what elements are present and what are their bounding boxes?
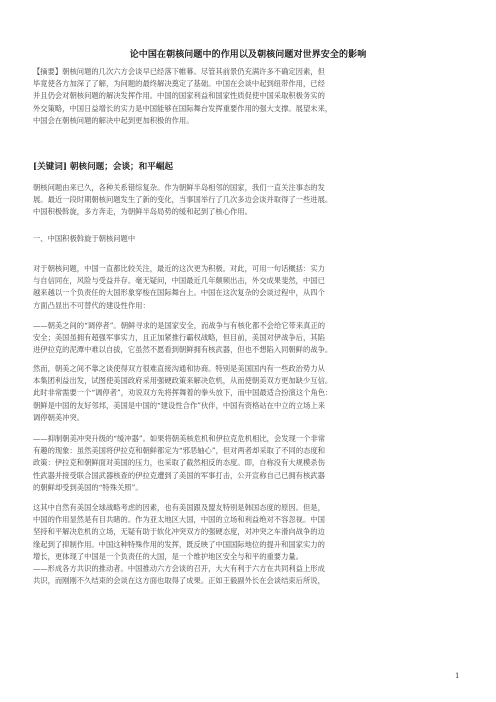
body-line: 方面凸显出不可替代的建设性作用： <box>33 300 150 310</box>
body-line: 对于朝核问题，中国一直都比较关注，最近的这次更为积极。对此，可用一句话概括：实力 <box>33 264 325 273</box>
body-line: 的朝鲜却受到美国的“特殊关照”。 <box>33 482 143 492</box>
body-line: 越来越以一个负责任的大国形象穿梭在国际舞台上。中国在这次复杂的会谈过程中，从四个 <box>33 288 325 298</box>
body-line: 增长，更体现了中国是一个负责任的大国，是一个维护地区安全与和平的重要力量。 <box>33 551 303 561</box>
body-line: 进伊拉克的泥潭中难以自拔，它虽然不愿看到朝鲜拥有核武器，但也不想陷入同朝鲜的战争。 <box>33 345 333 355</box>
abstract-line: 中国会在朝核问题的解决中起到更加积极的作用。 <box>33 115 194 125</box>
body-line: ——朝美之间的“调停者”。朝鲜寻求的是国家安全，而战争与有核化都不会给它带来真正的 <box>33 321 326 330</box>
section-heading-text: 一、中国积极斡旋于朝核问题中 <box>33 234 136 243</box>
body-paragraph-5 <box>33 502 465 587</box>
body-line: 朝核问题由来已久，各种关系错综复杂。作为朝鲜半岛相邻的国家，我们一直关注事态的发 <box>33 183 325 192</box>
section-heading <box>33 233 465 245</box>
body-line: 本集团利益出发，试图使美国政府采用强硬政策来解决危机，从而使朝美双方更加缺少互信。 <box>33 376 333 386</box>
body-line: 政策：伊拉克和朝鲜面对美国的压力，也采取了截然相反的态度。即，自称没有大规模杀伤 <box>33 458 325 468</box>
body-line: 展。最近一段时期朝核问题发生了新的变化，当事国举行了几次多边会谈并取得了一些进展。 <box>33 195 333 205</box>
body-line: 中国的作用显然是有目共睹的。作为亚太地区大国，中国的立场和利益绝对不容忽视。中国 <box>33 515 325 525</box>
body-paragraph-3 <box>33 363 465 424</box>
body-paragraph-1 <box>33 263 465 312</box>
body-line: 这其中自然有美国全球战略考虑的因素，也有美国跟及盟友特别是韩国态度的原因。但是， <box>33 503 325 512</box>
body-line: 调停朝美冲突。 <box>33 412 85 422</box>
body-line: 然而，朝美之间不靠之谈使得双方很难直接沟通和协商。特别是美国国内有一些政治势力从 <box>33 364 325 373</box>
intro-paragraph <box>33 182 465 219</box>
body-line: 朝鲜是中国的友好邻邦，美国是中国的“建设性合作”伙伴，中国有资格站在中立的立场上来 <box>33 400 326 410</box>
keywords-line: [关键词] 朝核问题；会谈；和平崛起 <box>33 162 174 172</box>
body-line: ——抑制朝美冲突升级的“缓冲器”。如果将朝美核危机和伊拉克危机相比，会发现一个非常 <box>33 434 326 443</box>
abstract-line: 并且仍会对朝核问题的解决发挥作用。中国的国家利益和国家性质促使中国采取积极务实的 <box>33 91 325 101</box>
abstract-line: 【摘要】朝核问题的几次六方会谈早已经落下帷幕。尽管其前景仍充满许多不确定因素，但 <box>33 67 325 76</box>
body-line: 与自信同在，风险与受益并存。毫无疑问，中国最近几年颇频出击，外交成果斐然，中国已 <box>33 276 325 286</box>
page-title: 论中国在朝核问题中的作用以及朝核问题对世界安全的影响 <box>129 50 367 60</box>
body-line: 坚持和平解决危机的立场，无疑有助于软化冲突双方的强硬态度，对冲突之车滑向战争的边 <box>33 527 325 537</box>
abstract-line: 毕竟使各方加深了了解，为问题的最终解决奠定了基础。中国在会谈中起到纽带作用，已经 <box>33 79 325 89</box>
body-line: ——形成各方共识的推动者。中国推动六方会谈的召开，大大有利于六方在共同利益上形成 <box>33 563 325 573</box>
body-line: 此时非常需要一个“调停者”，劝说双方先将挥舞着的拳头放下，而中国最适合扮演这个角色： <box>33 388 333 398</box>
body-line: 缘起到了抑制作用。中国这种特殊作用的发挥，既反映了中国国际地位的提升和国家实力的 <box>33 539 325 549</box>
abstract-paragraph <box>33 66 465 127</box>
body-paragraph-4 <box>33 433 465 494</box>
body-line: 有趣的现象：虽然美国将伊拉克和朝鲜都定为“邪恶轴心”，但对两者却采取了不同的态度和 <box>33 446 326 456</box>
body-paragraph-2 <box>33 320 465 357</box>
body-line: 中国积极斡旋，多方奔走，为朝鲜半岛局势的缓和起到了核心作用。 <box>33 207 252 217</box>
page-number: 1 <box>455 672 460 680</box>
body-line: 共识，而刚刚不久结束的会谈在这方面也取得了成果。正如王毅副外长在会谈结束后所说， <box>33 576 325 586</box>
body-line: 性武器并接受联合国武器核查的伊拉克遭到了美国的军事打击，公开宣称自己已拥有核武器 <box>33 470 325 480</box>
body-line: 安全；美国虽拥有超强军事实力，且正加紧推行霸权战略，但目前，美国对伊战争后，其陷 <box>33 333 325 343</box>
abstract-line: 外交策略，中国日益增长的实力是中国能够在国际舞台发挥重要作用的强大支撑。展望未来， <box>33 103 333 113</box>
